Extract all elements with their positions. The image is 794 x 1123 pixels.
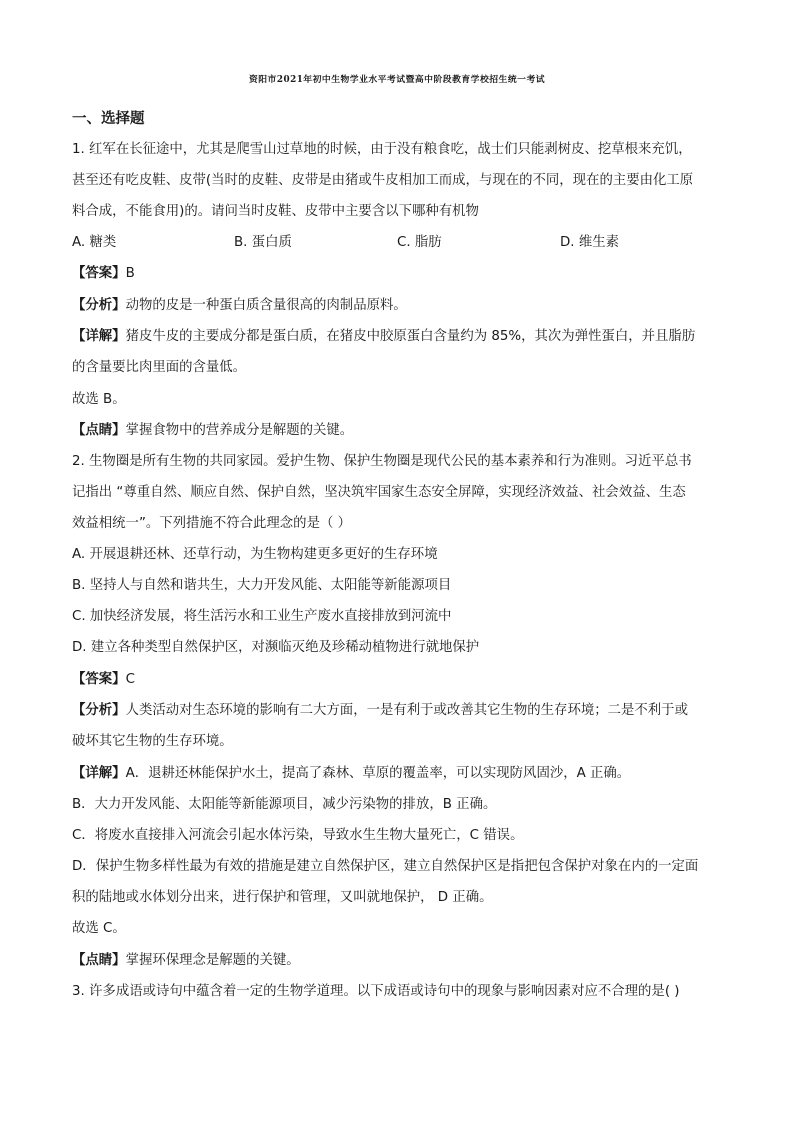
q2-stem-line: 2. 生物圈是所有生物的共同家园。爱护生物、保护生物圈是现代公民的基本素养和行为准则。习近平总书 <box>72 454 692 469</box>
answer-tag: 【答案】 <box>72 672 126 687</box>
comment-tag: 【点睛】 <box>72 423 126 438</box>
analysis-text: 动物的皮是一种蛋白质含量很高的肉制品原料。 <box>125 298 407 313</box>
answer-value: C <box>125 672 135 687</box>
q1-option-c: C. 脂肪 <box>397 235 442 250</box>
q1-option-d: D. 维生素 <box>560 235 619 250</box>
q2-detail-line: 积的陆地或水体划分出来，进行保护和管理，又叫就地保护， D 正确。 <box>72 890 493 905</box>
q2-stem-line: 记指出 “尊重自然、顺应自然、保护自然，坚决筑牢国家生态安全屏障，实现经济效益、社会效益、生态 <box>72 485 686 500</box>
section-heading: 一、选择题 <box>72 111 145 127</box>
detail-text: A．退耕还林能保护水土，提高了森林、草原的覆盖率，可以实现防风固沙，A 正确。 <box>125 766 631 781</box>
q2-detail-line: C．将废水直接排入河流会引起水体污染，导致水生生物大量死亡，C 错误。 <box>72 828 524 843</box>
q1-stem-line: 料合成，不能食用)的。请问当时皮鞋、皮带中主要含以下哪种有机物 <box>72 204 479 219</box>
detail-tag: 【详解】 <box>72 766 126 781</box>
q1-detail <box>72 328 695 346</box>
q1-comment <box>72 422 353 440</box>
q2-choice: 故选 C。 <box>72 921 126 936</box>
q2-option-a: A. 开展退耕还林、还草行动，为生物构建更多更好的生存环境 <box>72 547 438 562</box>
detail-text: 猪皮牛皮的主要成分都是蛋白质，在猪皮中胶原蛋白含量约为 85%，其次为弹性蛋白，并且脂肪 <box>125 329 696 344</box>
q1-option-a: A. 糖类 <box>72 235 117 250</box>
q2-detail <box>72 765 630 783</box>
answer-value: B <box>125 266 135 281</box>
q2-option-c: C. 加快经济发展，将生活污水和工业生产废水直接排放到河流中 <box>72 609 452 624</box>
q1-option-b: B. 蛋白质 <box>234 235 292 250</box>
q1-answer <box>72 265 135 283</box>
comment-text: 掌握环保理念是解题的关键。 <box>125 953 300 968</box>
q2-detail-line: D．保护生物多样性最为有效的措施是建立自然保护区，建立自然保护区是指把包含保护对象在内的一定面 <box>72 859 699 874</box>
q1-stem-line: 1. 红军在长征途中，尤其是爬雪山过草地的时候，由于没有粮食吃，战士们只能剥树皮、挖草根来充饥， <box>72 142 692 157</box>
page-title: 资阳市2021年初中生物学业水平考试暨高中阶段教育学校招生统一考试 <box>248 75 546 85</box>
q2-detail-line: B．大力开发风能、太阳能等新能源项目，减少污染物的排放，B 正确。 <box>72 797 497 812</box>
q1-choice: 故选 B。 <box>72 392 126 407</box>
analysis-tag: 【分析】 <box>72 703 126 718</box>
q2-analysis <box>72 702 688 720</box>
q1-analysis <box>72 297 407 315</box>
analysis-tag: 【分析】 <box>72 298 126 313</box>
answer-tag: 【答案】 <box>72 266 126 281</box>
analysis-text: 人类活动对生态环境的影响有二大方面，一是有利于或改善其它生物的生存环境；二是不利于或 <box>125 703 688 718</box>
q2-option-d: D. 建立各种类型自然保护区，对濒临灭绝及珍稀动植物进行就地保护 <box>72 640 480 655</box>
comment-tag: 【点睛】 <box>72 953 126 968</box>
q2-answer <box>72 671 135 689</box>
detail-tag: 【详解】 <box>72 329 126 344</box>
q1-detail-line: 的含量要比肉里面的含量低。 <box>72 360 247 375</box>
q2-stem-line: 效益相统一”。下列措施不符合此理念的是（ ） <box>72 516 352 531</box>
q2-comment <box>72 952 300 970</box>
comment-text: 掌握食物中的营养成分是解题的关键。 <box>125 423 354 438</box>
q2-analysis-line: 破坏其它生物的生存环境。 <box>72 734 233 749</box>
q2-option-b: B. 坚持人与自然和谐共生，大力开发风能、太阳能等新能源项目 <box>72 578 452 593</box>
q1-stem-line: 甚至还有吃皮鞋、皮带(当时的皮鞋、皮带是由猪或牛皮相加工而成，与现在的不同，现在的主要由化工原 <box>72 173 694 188</box>
q3-stem-line: 3. 许多成语或诗句中蕴含着一定的生物学道理。以下成语或诗句中的现象与影响因素对应不合理的是( ) <box>72 984 680 999</box>
